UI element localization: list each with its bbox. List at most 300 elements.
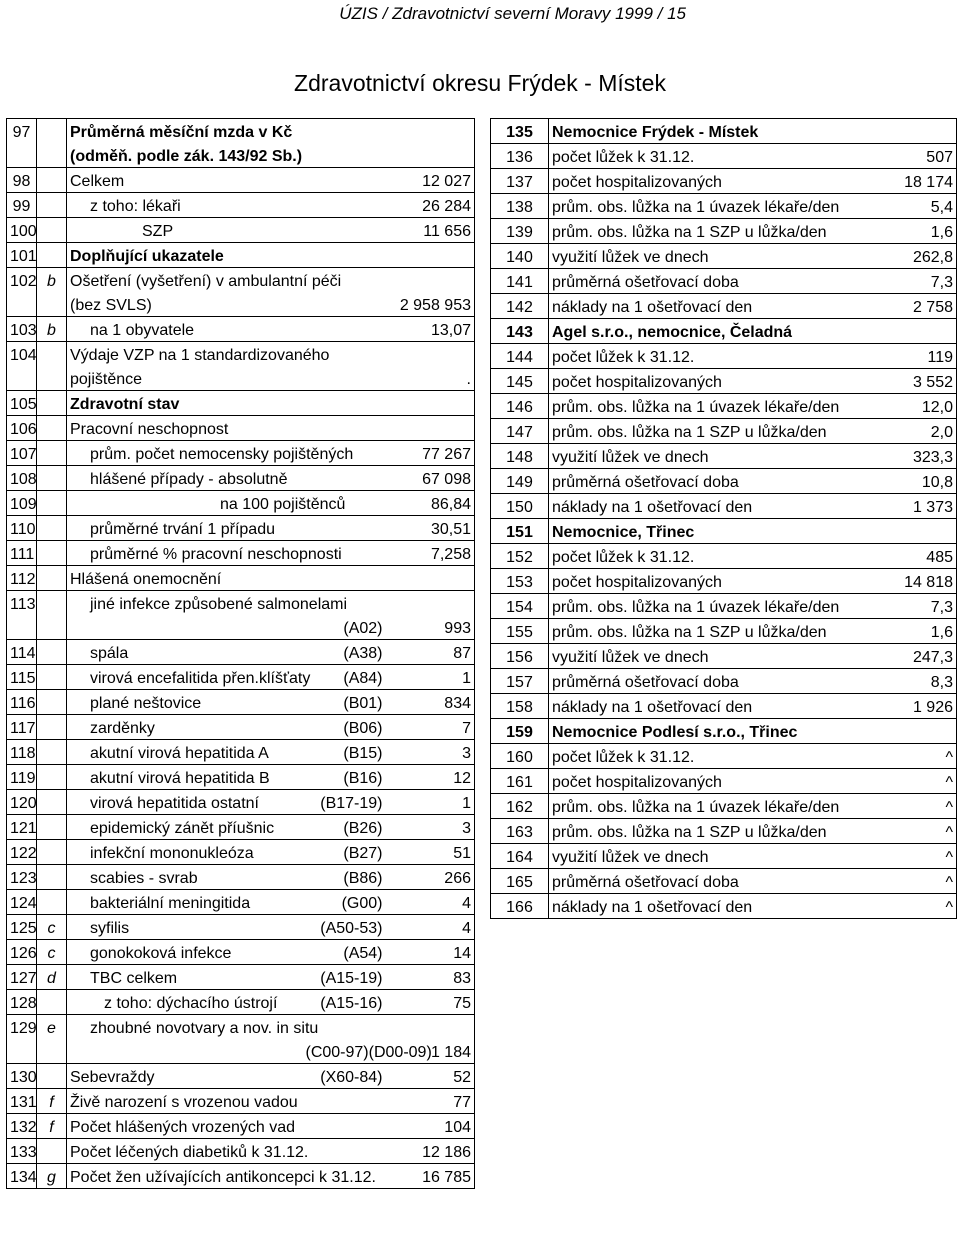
row-mark [37, 890, 67, 915]
table-row [491, 594, 957, 619]
row-value: 52 [387, 1064, 475, 1089]
row-code [303, 218, 387, 243]
row-label: počet hospitalizovaných [549, 369, 867, 394]
row-number: 105 [7, 391, 37, 416]
row-label: prům. obs. lůžka na 1 SZP u lůžka/den [549, 219, 867, 244]
row-value: 323,3 [867, 444, 957, 469]
row-value: 1 184 [387, 1039, 475, 1064]
table-row [7, 566, 475, 591]
row-code: (B06) [303, 715, 387, 740]
row-label [67, 1039, 303, 1064]
row-value: ^ [867, 769, 957, 794]
row-mark: b [37, 268, 67, 293]
row-mark [37, 765, 67, 790]
row-value: 262,8 [867, 244, 957, 269]
row-number: 129 [7, 1015, 37, 1040]
row-mark [37, 168, 67, 193]
row-label: průměrné trvání 1 případu [67, 516, 303, 541]
row-number: 134 [7, 1164, 37, 1189]
row-value: 2 758 [867, 294, 957, 319]
row-value [387, 1015, 475, 1040]
row-label: Zdravotní stav [67, 391, 303, 416]
row-number: 104 [7, 342, 37, 367]
row-value: ^ [867, 844, 957, 869]
table-row [491, 619, 957, 644]
row-value: 26 284 [387, 193, 475, 218]
row-label: prům. obs. lůžka na 1 úvazek lékaře/den [549, 794, 867, 819]
row-label: z toho: lékaři [67, 193, 303, 218]
row-number: 145 [491, 369, 549, 394]
row-value: . [387, 366, 475, 391]
row-label: náklady na 1 ošetřovací den [549, 494, 867, 519]
row-value: 1 373 [867, 494, 957, 519]
row-label: prům. obs. lůžka na 1 úvazek lékaře/den [549, 594, 867, 619]
table-row [7, 1064, 475, 1089]
table-row [7, 790, 475, 815]
row-value: 13,07 [387, 317, 475, 342]
row-label: pojištěnce [67, 366, 303, 391]
row-label: virová encefalitida přen.klíšťaty [67, 665, 303, 690]
row-code: (A84) [303, 665, 387, 690]
row-code [303, 292, 387, 317]
row-number: 123 [7, 865, 37, 890]
row-number: 131 [7, 1089, 37, 1114]
row-number: 119 [7, 765, 37, 790]
row-value: ^ [867, 794, 957, 819]
table-row [491, 719, 957, 744]
row-label [67, 615, 303, 640]
row-label: počet lůžek k 31.12. [549, 344, 867, 369]
row-label: plané neštovice [67, 690, 303, 715]
row-value: 834 [387, 690, 475, 715]
row-label: průměrná ošetřovací doba [549, 269, 867, 294]
row-number: 140 [491, 244, 549, 269]
row-value [387, 342, 475, 367]
row-mark: e [37, 1015, 67, 1040]
table-row [491, 544, 957, 569]
table-row [491, 144, 957, 169]
row-number: 114 [7, 640, 37, 665]
row-label: Doplňující ukazatele [67, 243, 303, 268]
table-row [7, 1164, 475, 1189]
row-mark [37, 640, 67, 665]
row-label: počet hospitalizovaných [549, 169, 867, 194]
row-mark [37, 292, 67, 317]
row-value: ^ [867, 819, 957, 844]
left-indicators-table [6, 118, 475, 1189]
row-value [387, 391, 475, 416]
row-number: 135 [491, 119, 549, 144]
row-label: prům. obs. lůžka na 1 úvazek lékaře/den [549, 194, 867, 219]
row-code [303, 391, 387, 416]
row-mark [37, 366, 67, 391]
row-value [387, 268, 475, 293]
row-value [867, 319, 957, 344]
row-label: počet hospitalizovaných [549, 769, 867, 794]
row-mark [37, 591, 67, 616]
row-number: 147 [491, 419, 549, 444]
table-row [7, 441, 475, 466]
row-code [303, 1139, 387, 1164]
row-code [303, 366, 387, 391]
row-value: 2,0 [867, 419, 957, 444]
row-mark [37, 990, 67, 1015]
table-row [491, 244, 957, 269]
table-row [7, 466, 475, 491]
row-number: 125 [7, 915, 37, 940]
row-value: ^ [867, 894, 957, 919]
row-number: 108 [7, 466, 37, 491]
row-label: náklady na 1 ošetřovací den [549, 694, 867, 719]
row-value: 247,3 [867, 644, 957, 669]
row-label: gonokoková infekce [67, 940, 303, 965]
table-row [7, 391, 475, 416]
row-value: 1 [387, 790, 475, 815]
row-number: 113 [7, 591, 37, 616]
row-value: 11 656 [387, 218, 475, 243]
row-number: 102 [7, 268, 37, 293]
row-label: průměrná ošetřovací doba [549, 869, 867, 894]
row-value [387, 416, 475, 441]
row-label: SZP [67, 218, 303, 243]
row-code [303, 466, 387, 491]
row-label: Ošetření (vyšetření) v ambulantní péči [67, 268, 303, 293]
row-label: Počet léčených diabetiků k 31.12. [67, 1139, 303, 1164]
row-label: Živě narození s vrozenou vadou [67, 1089, 303, 1114]
table-row [491, 644, 957, 669]
row-number: 97 [7, 119, 37, 144]
row-label: jiné infekce způsobené salmonelami [67, 591, 303, 616]
row-mark [37, 193, 67, 218]
row-label: využití lůžek ve dnech [549, 444, 867, 469]
row-value: 3 552 [867, 369, 957, 394]
row-label: Celkem [67, 168, 303, 193]
row-number: 137 [491, 169, 549, 194]
row-label: Sebevraždy [67, 1064, 303, 1089]
row-value: 87 [387, 640, 475, 665]
table-row [491, 444, 957, 469]
row-value: 75 [387, 990, 475, 1015]
row-number: 136 [491, 144, 549, 169]
row-mark [37, 491, 67, 516]
table-row [7, 990, 475, 1015]
table-row [7, 218, 475, 243]
row-label: počet lůžek k 31.12. [549, 144, 867, 169]
row-mark [37, 740, 67, 765]
row-label: počet lůžek k 31.12. [549, 744, 867, 769]
row-code [303, 193, 387, 218]
row-number: 159 [491, 719, 549, 744]
row-label: scabies - svrab [67, 865, 303, 890]
row-value: 12 186 [387, 1139, 475, 1164]
row-label: Výdaje VZP na 1 standardizovaného [67, 342, 303, 367]
table-row [491, 844, 957, 869]
row-mark [37, 1139, 67, 1164]
table-row [7, 640, 475, 665]
table-row [491, 269, 957, 294]
row-code: (B17-19) [303, 790, 387, 815]
row-value: 51 [387, 840, 475, 865]
row-number: 110 [7, 516, 37, 541]
row-label: Agel s.r.o., nemocnice, Čeladná [549, 319, 867, 344]
row-number: 166 [491, 894, 549, 919]
row-code: (A02) [303, 615, 387, 640]
row-label: akutní virová hepatitida A [67, 740, 303, 765]
row-label: z toho: dýchacího ústrojí [67, 990, 303, 1015]
table-row [491, 569, 957, 594]
table-row [7, 690, 475, 715]
table-row [7, 591, 475, 616]
row-label: průměrné % pracovní neschopnosti [67, 541, 303, 566]
row-value: 1 926 [867, 694, 957, 719]
table-row [7, 268, 475, 293]
row-number: 124 [7, 890, 37, 915]
row-code: (G00) [303, 890, 387, 915]
row-value: 12 [387, 765, 475, 790]
row-value: 10,8 [867, 469, 957, 494]
row-mark [37, 541, 67, 566]
row-number: 142 [491, 294, 549, 319]
row-value: 1,6 [867, 619, 957, 644]
row-mark [37, 840, 67, 865]
row-label: Počet hlášených vrozených vad [67, 1114, 303, 1139]
row-value: 4 [387, 890, 475, 915]
row-number: 153 [491, 569, 549, 594]
table-row [491, 344, 957, 369]
row-value [867, 719, 957, 744]
row-number: 98 [7, 168, 37, 193]
row-mark [37, 516, 67, 541]
row-label: využití lůžek ve dnech [549, 244, 867, 269]
row-code: (A54) [303, 940, 387, 965]
row-number: 100 [7, 218, 37, 243]
row-number: 161 [491, 769, 549, 794]
row-value: 83 [387, 965, 475, 990]
table-row [7, 416, 475, 441]
table-row [491, 494, 957, 519]
row-number: 103 [7, 317, 37, 342]
page-header: ÚZIS / Zdravotnictví severní Moravy 1999 / 15 [339, 4, 686, 23]
row-label: TBC celkem [67, 965, 303, 990]
row-label: využití lůžek ve dnech [549, 644, 867, 669]
row-mark: c [37, 915, 67, 940]
row-number: 148 [491, 444, 549, 469]
row-label: syfilis [67, 915, 303, 940]
row-mark: c [37, 940, 67, 965]
table-row [7, 193, 475, 218]
row-value: 77 [387, 1089, 475, 1114]
row-label: (bez SVLS) [67, 292, 303, 317]
row-value: 1 [387, 665, 475, 690]
table-row [7, 715, 475, 740]
row-number [7, 615, 37, 640]
row-mark [37, 615, 67, 640]
table-row [491, 369, 957, 394]
table-row [7, 1015, 475, 1040]
row-number: 158 [491, 694, 549, 719]
row-code: (A15-16) [303, 990, 387, 1015]
table-row [491, 194, 957, 219]
row-number: 115 [7, 665, 37, 690]
row-value: 993 [387, 615, 475, 640]
row-code: (B27) [303, 840, 387, 865]
row-value: 104 [387, 1114, 475, 1139]
row-value: 507 [867, 144, 957, 169]
row-value: 16 785 [387, 1164, 475, 1189]
row-value: 7,3 [867, 269, 957, 294]
table-row [7, 865, 475, 890]
row-label: infekční mononukleóza [67, 840, 303, 865]
row-code: (B26) [303, 815, 387, 840]
row-mark [37, 1064, 67, 1089]
row-value: 266 [387, 865, 475, 890]
row-code [303, 1114, 387, 1139]
table-row [7, 243, 475, 268]
row-value [387, 591, 475, 616]
row-number: 112 [7, 566, 37, 591]
row-number: 121 [7, 815, 37, 840]
row-code [303, 243, 387, 268]
row-value [387, 243, 475, 268]
row-label: prům. obs. lůžka na 1 SZP u lůžka/den [549, 619, 867, 644]
row-label: průměrná ošetřovací doba [549, 469, 867, 494]
row-number: 99 [7, 193, 37, 218]
row-code: (B86) [303, 865, 387, 890]
row-number: 122 [7, 840, 37, 865]
row-label: bakteriální meningitida [67, 890, 303, 915]
row-code: (B01) [303, 690, 387, 715]
row-label: epidemický zánět příušnic [67, 815, 303, 840]
table-row [491, 119, 957, 144]
row-label: virová hepatitida ostatní [67, 790, 303, 815]
right-hospitals-table [490, 118, 957, 919]
row-label: náklady na 1 ošetřovací den [549, 894, 867, 919]
row-label: náklady na 1 ošetřovací den [549, 294, 867, 319]
row-value: 8,3 [867, 669, 957, 694]
row-value: 4 [387, 915, 475, 940]
row-code [303, 317, 387, 342]
table-row [491, 469, 957, 494]
table-row [7, 665, 475, 690]
row-code: (A38) [303, 640, 387, 665]
row-label: počet hospitalizovaných [549, 569, 867, 594]
row-number: 157 [491, 669, 549, 694]
row-number [7, 366, 37, 391]
row-label: prům. obs. lůžka na 1 SZP u lůžka/den [549, 419, 867, 444]
row-label: prům. obs. lůžka na 1 SZP u lůžka/den [549, 819, 867, 844]
row-number: 160 [491, 744, 549, 769]
table-row [7, 1089, 475, 1114]
row-number: 141 [491, 269, 549, 294]
table-row [7, 516, 475, 541]
row-label: počet lůžek k 31.12. [549, 544, 867, 569]
row-value: 14 [387, 940, 475, 965]
table-row [7, 541, 475, 566]
row-value [867, 119, 957, 144]
row-number: 150 [491, 494, 549, 519]
row-number: 143 [491, 319, 549, 344]
row-label: prům. obs. lůžka na 1 úvazek lékaře/den [549, 394, 867, 419]
row-value: 86,84 [387, 491, 475, 516]
table-row [7, 915, 475, 940]
row-mark [37, 1039, 67, 1064]
row-number: 109 [7, 491, 37, 516]
row-code [303, 416, 387, 441]
table-row [491, 694, 957, 719]
row-mark [37, 119, 67, 144]
row-number: 138 [491, 194, 549, 219]
row-mark [37, 218, 67, 243]
row-label: prům. počet nemocensky pojištěných [67, 441, 303, 466]
row-value: ^ [867, 744, 957, 769]
table-row [7, 143, 475, 168]
row-mark: g [37, 1164, 67, 1189]
row-value [387, 566, 475, 591]
table-row [491, 294, 957, 319]
row-value: 119 [867, 344, 957, 369]
table-row [7, 740, 475, 765]
row-mark [37, 342, 67, 367]
row-mark: f [37, 1089, 67, 1114]
row-value: 77 267 [387, 441, 475, 466]
row-code [303, 119, 387, 144]
row-value: 2 958 953 [387, 292, 475, 317]
row-code: (X60-84) [303, 1064, 387, 1089]
row-number: 120 [7, 790, 37, 815]
row-code [303, 1089, 387, 1114]
table-row [7, 119, 475, 144]
row-value: 30,51 [387, 516, 475, 541]
table-row [491, 869, 957, 894]
table-row [491, 219, 957, 244]
table-row [491, 744, 957, 769]
row-code: (B16) [303, 765, 387, 790]
row-label: na 100 pojištěnců [67, 491, 303, 516]
row-number: 149 [491, 469, 549, 494]
table-row [7, 1039, 475, 1064]
table-row [7, 168, 475, 193]
row-number: 116 [7, 690, 37, 715]
row-label: zarděnky [67, 715, 303, 740]
table-row [7, 890, 475, 915]
row-label: využití lůžek ve dnech [549, 844, 867, 869]
table-row [7, 965, 475, 990]
row-label: Počet žen užívajících antikoncepci k 31.12. [67, 1164, 303, 1189]
row-mark [37, 441, 67, 466]
row-number: 118 [7, 740, 37, 765]
row-number: 156 [491, 644, 549, 669]
row-value [867, 519, 957, 544]
row-code [303, 516, 387, 541]
row-number: 127 [7, 965, 37, 990]
table-row [7, 940, 475, 965]
table-row [491, 519, 957, 544]
row-value: 3 [387, 740, 475, 765]
row-label: akutní virová hepatitida B [67, 765, 303, 790]
row-mark: b [37, 317, 67, 342]
row-code: (C00-97)(D00-09) [303, 1039, 387, 1064]
row-value: 5,4 [867, 194, 957, 219]
row-value [387, 143, 475, 168]
row-number: 151 [491, 519, 549, 544]
row-number: 163 [491, 819, 549, 844]
row-mark [37, 566, 67, 591]
row-number: 133 [7, 1139, 37, 1164]
table-row [7, 765, 475, 790]
row-number: 155 [491, 619, 549, 644]
row-value: 67 098 [387, 466, 475, 491]
row-code [303, 143, 387, 168]
